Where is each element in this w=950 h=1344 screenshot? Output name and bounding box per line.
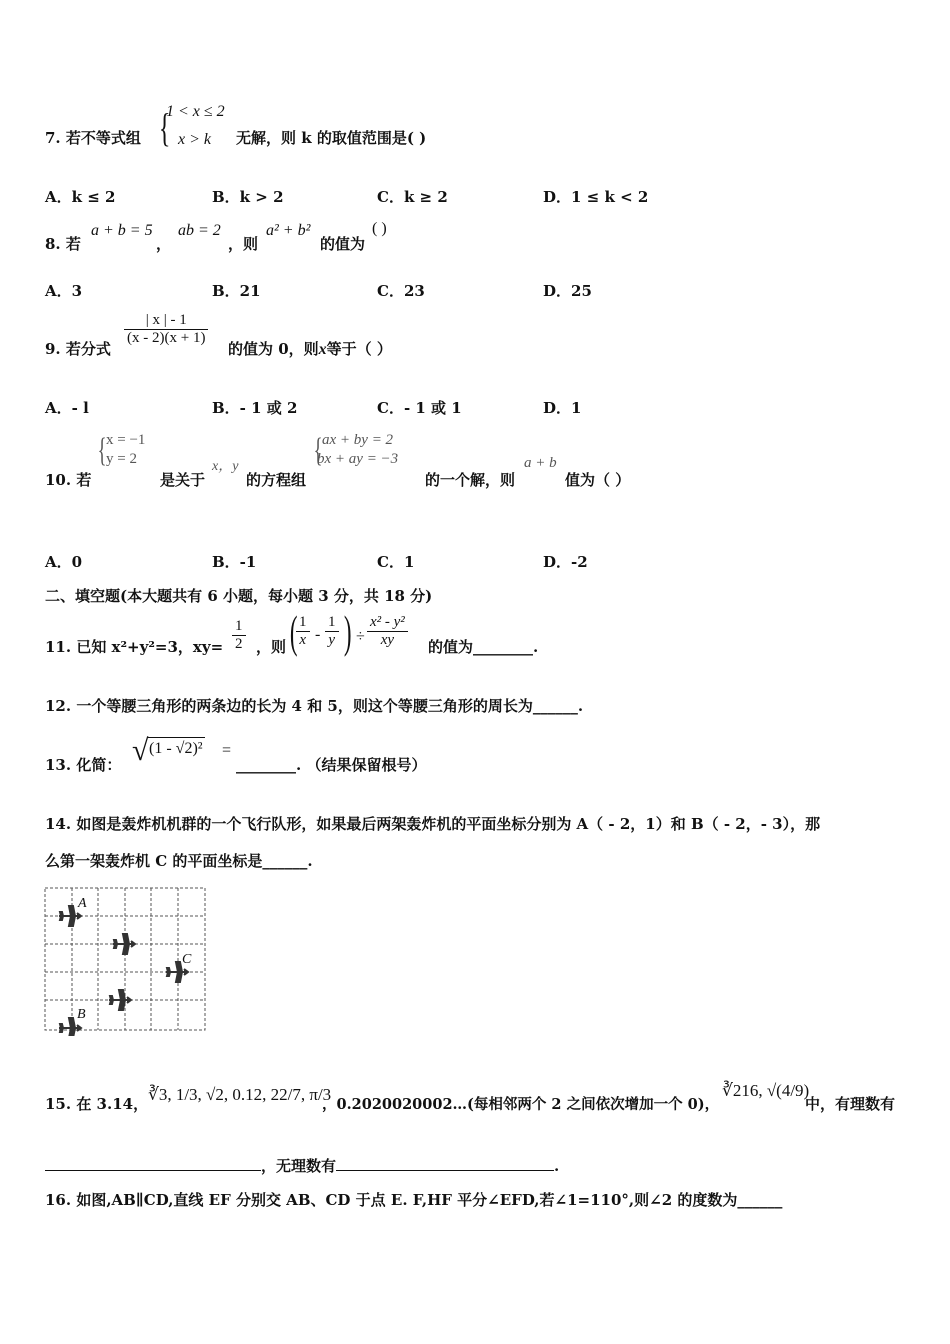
- q9-var: x: [318, 341, 327, 358]
- q15-lead: 15. 在 3.14，: [45, 1095, 149, 1113]
- q15-numbers: ∛3, 1/3, √2, 0.12, 22/7, π/3: [148, 1085, 332, 1104]
- q15-rational-blank[interactable]: [45, 1156, 261, 1171]
- q7-lead: 7. 若不等式组: [45, 129, 141, 147]
- q10-about: 是关于: [160, 471, 206, 489]
- q10-mid: 的一个解，则: [425, 471, 516, 489]
- q9-tail-b: 等于（ ）: [326, 340, 392, 358]
- q13-tail: ________. （结果保留根号）: [236, 756, 427, 774]
- q8-expr1: a + b = 5: [91, 222, 153, 239]
- q8-option-b: B．21: [212, 282, 261, 300]
- q9-option-c: C．- 1 或 1: [377, 399, 462, 417]
- q7-sys-line1: 1 < x ≤ 2: [166, 103, 225, 120]
- q11-xy-den: 2: [235, 636, 243, 652]
- plane-2-icon: [113, 934, 135, 954]
- q10-sol-brace: {: [97, 432, 107, 469]
- q10-option-d: D．-2: [543, 553, 588, 571]
- q9-tail: [228, 338, 392, 359]
- q11-frac2: [325, 614, 339, 649]
- q10-sol2: y = 2: [106, 451, 137, 467]
- q10-option-b: B．-1: [212, 553, 257, 571]
- q8-tail: 的值为: [320, 235, 366, 253]
- q8-expr3: a² + b²: [266, 222, 311, 239]
- q11-f2-den: y: [328, 632, 336, 648]
- q11-frac1: [296, 614, 310, 649]
- q11-xy-num: 1: [232, 618, 246, 636]
- q9-option-d: D．1: [543, 399, 582, 417]
- q15-numbers2: ∛216, √(4/9): [722, 1081, 810, 1100]
- q11-f2-num: 1: [325, 614, 339, 632]
- q15-line2-mid: ，无理数有: [261, 1157, 337, 1175]
- q8-paren: ( ): [372, 220, 387, 237]
- q14-line2: 么第一架轰炸机 C 的平面坐标是______.: [45, 852, 313, 870]
- q10-system-label: 的方程组: [246, 471, 307, 489]
- q11-f1-num: 1: [296, 614, 310, 632]
- q8-comma: ，: [156, 235, 172, 253]
- q11-minus: -: [315, 626, 321, 643]
- q15-tail: 中，有理数有: [805, 1095, 896, 1113]
- q10-expr: a + b: [524, 455, 557, 471]
- q11-mid: ，则: [256, 638, 287, 656]
- q15-irrational-blank[interactable]: [336, 1156, 554, 1171]
- q9-numerator: | x | - 1: [124, 312, 208, 330]
- q8-option-c: C．23: [377, 282, 425, 300]
- q8-mid: ，则: [228, 235, 259, 253]
- q9-lead: 9. 若分式: [45, 340, 111, 358]
- q15-sequence: ，0.2020020002…(每相邻两个 2 之间依次增加一个 0)，: [322, 1096, 720, 1113]
- q11-xy-fraction: [232, 618, 246, 653]
- q7-sys-line2: x > k: [178, 131, 211, 148]
- q7-option-c: C．k ≥ 2: [377, 188, 448, 206]
- q11-f3-num: x² - y²: [367, 614, 408, 632]
- q15-line2: [45, 1155, 559, 1176]
- q8-option-a: A．3: [45, 282, 83, 300]
- q10-lead: 10. 若: [45, 471, 92, 489]
- q11-lead: 11. 已知 x²+y²=3，xy=: [45, 638, 224, 656]
- q8-lead: 8. 若: [45, 235, 81, 253]
- q9-option-a: A．- l: [45, 399, 89, 417]
- q10-sol1: x = −1: [106, 432, 146, 448]
- q10-eq2: bx + ay = −3: [317, 451, 399, 467]
- q9-fraction: [124, 312, 208, 347]
- q7-tail: 无解，则 k 的取值范围是( ): [236, 129, 427, 147]
- q13-equals: =: [222, 742, 232, 759]
- q7-brace: {: [158, 105, 171, 150]
- q15-line2-end: .: [554, 1157, 560, 1175]
- q10-tail: 值为（ ）: [565, 471, 631, 489]
- q8-option-d: D．25: [543, 282, 592, 300]
- formation-grid-figure: [43, 886, 209, 1036]
- q16-text: 16. 如图,AB∥CD,直线 EF 分别交 AB、CD 于点 E. F,HF 平分∠EFD,若∠1=110°,则∠2 的度数为______: [45, 1191, 783, 1209]
- q10-vars: x，y: [212, 459, 239, 474]
- q13-lead: 13. 化简：: [45, 756, 122, 774]
- q11-right-paren: ): [343, 606, 352, 657]
- q12-text: 12. 一个等腰三角形的两条边的长为 4 和 5，则这个等腰三角形的周长为______.: [45, 697, 584, 715]
- plane-4-icon: [109, 990, 131, 1010]
- q10-eq1: ax + by = 2: [322, 432, 394, 448]
- q10-sys-brace: {: [313, 432, 323, 469]
- q7-option-b: B．k > 2: [212, 188, 284, 206]
- q11-div: ÷: [356, 628, 365, 645]
- q10-option-c: C．1: [377, 553, 415, 571]
- q13-radicand: (1 - √2)²: [147, 737, 205, 758]
- label-c: C: [182, 952, 192, 967]
- q9-option-b: B．- 1 或 2: [212, 399, 298, 417]
- q13-sqrt-sign: √: [132, 734, 149, 767]
- q11-tail: 的值为________.: [428, 638, 539, 656]
- q11-left-paren: (: [289, 606, 298, 657]
- q7-option-d: D．1 ≤ k < 2: [543, 188, 649, 206]
- section-heading: 二、填空题(本大题共有 6 小题，每小题 3 分，共 18 分): [45, 587, 433, 605]
- q14-line1: 14. 如图是轰炸机机群的一个飞行队形，如果最后两架轰炸机的平面坐标分别为 A（ - 2，1）和 B（ - 2，- 3），那: [45, 815, 821, 833]
- q7-option-a: A．k ≤ 2: [45, 188, 116, 206]
- q8-expr2: ab = 2: [178, 222, 221, 239]
- q9-denominator: (x - 2)(x + 1): [127, 330, 206, 346]
- q11-f3-den: xy: [380, 632, 395, 648]
- label-a: A: [78, 896, 87, 911]
- label-b: B: [77, 1007, 86, 1022]
- q11-frac3: [367, 614, 408, 649]
- q9-tail-a: 的值为 0，则: [228, 340, 319, 358]
- q10-option-a: A．0: [45, 553, 83, 571]
- q11-f1-den: x: [299, 632, 307, 648]
